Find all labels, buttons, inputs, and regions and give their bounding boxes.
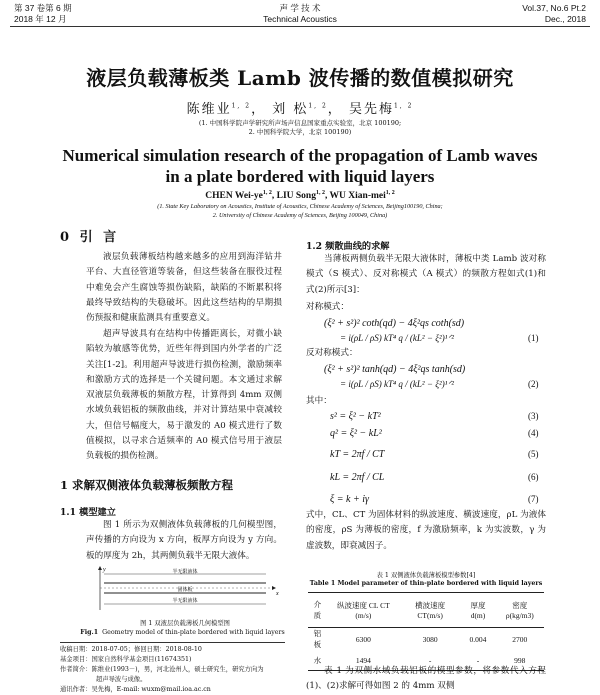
table-cell: 水 xyxy=(308,650,327,671)
journal-name-cn: 声 学 技 术 xyxy=(279,3,321,13)
journal-volume-cn: 第 37 卷第 6 期 xyxy=(14,3,72,13)
author-sup: 1, 2 xyxy=(393,102,414,110)
authors-en: CHEN Wei-ye$^{1, 2}$, LIU Song$^{1, 2}$, WU Xian-mei$^{1, 2}$ xyxy=(205,190,395,202)
title-en: Numerical simulation research of the propagation of Lamb waves in a plate bordered with liquid layers xyxy=(62,146,538,186)
affiliation-en-2: 2. University of Chinese Academy of Sciences, Beijing 100049, China) xyxy=(212,212,388,219)
figure-1-caption-en xyxy=(60,629,305,636)
author-sup: 1, 2 xyxy=(315,190,325,196)
table-1-caption-cn: 表 1 双侧液体负载薄板模型参数[4] xyxy=(376,572,476,579)
equation-1b: = i(ρL / ρS) kT⁴ q / (kL² − ξ²)¹ᐟ² xyxy=(340,333,454,343)
author-cn: 刘 松 xyxy=(272,102,309,117)
authors-cn: 陈维业$^{1, 2}$， 刘 松$^{1, 2}$， 吴先梅$^{1, 2}$ xyxy=(186,102,414,117)
where-label: 其中： xyxy=(306,396,332,406)
table-header-cell: 纵波速度 CL CT (m/s) xyxy=(327,593,400,628)
equation-7-number: (7) xyxy=(528,494,539,504)
section-1-1-heading: 1.1 模型建立 xyxy=(60,507,116,518)
equation-2-number: (2) xyxy=(528,379,539,389)
equation-3-number: (3) xyxy=(528,411,539,421)
author-en: LIU Song xyxy=(276,191,316,202)
table-cell: - xyxy=(460,650,495,671)
author-sup: 1, 2 xyxy=(231,102,252,110)
section-0-paragraph-2: 超声导波具有在结构中传播距离长，对微小缺陷较为敏感等优势，近些年得到国内外学者的广泛关注[1-2]。利用超声导波进行损伤检测，激励频率和激励方式的选择是一个关键问题。本文通过求解双液层负载薄板的频散方程，计算得到 4mm 双侧水域负载铝板的频散曲线，并对计算结果中衰减较大，但信号幅度大，易于激发的 A0 模式进行了数值模拟，以寻求合适频率的 A0 模式信号用于液层负载板的损伤检测。 xyxy=(86,329,282,462)
section-1-2-text: 当薄板两侧负载半无限大液体时，薄板中类 Lamb 波对称模式（S 模式）、反对称模式（A 模式）的频散方程如式(1)和式(2)所示[3]： xyxy=(306,254,546,295)
table-header-cell: 横波速度 CT(m/s) xyxy=(400,593,461,628)
author-cn: 吴先梅 xyxy=(348,102,394,117)
equation-2b: = i(ρL / ρS) kT⁴ q / (kL² − ξ²)¹ᐟ² xyxy=(340,379,454,389)
author-sup: 1, 2 xyxy=(262,190,272,196)
figure-layer-top-label: 半无限液体 xyxy=(172,569,198,575)
journal-date-cn: 2018 年 12 月 xyxy=(14,14,67,24)
equation-4: q² = ξ² − kL² xyxy=(330,428,382,439)
author-sup: 1, 2 xyxy=(308,102,328,110)
table-cell: 铝板 xyxy=(313,629,322,649)
equation-1a: (ξ² + s²)² coth(qd) − 4ξ²qs coth(sd) xyxy=(324,318,465,329)
table-cell: 6300 xyxy=(355,634,371,644)
svg-text:y: y xyxy=(103,567,106,573)
antisymmetric-mode-label: 反对称模式： xyxy=(306,348,358,358)
journal-volume-en: Vol.37, No.6 Pt.2 xyxy=(522,3,586,13)
figure-1-label: Fig.1 xyxy=(80,629,99,636)
author-en: WU Xian-mei xyxy=(329,191,386,202)
table-cell: 1494 xyxy=(327,650,400,671)
equation-explanation: 式中，CL、CT 为固体材料的纵波速度、横波速度，ρL 为液体的密度，ρS 为薄板的密度，f 为激励频率，k 为实波数，γ 为虚波数，即衰减因子。 xyxy=(306,510,546,551)
equation-2a: (ξ² + s²)² tanh(qd) − 4ξ²qs tanh(sd) xyxy=(324,364,466,375)
equation-7: ξ = k + iγ xyxy=(330,494,369,505)
svg-text:x: x xyxy=(276,591,279,597)
footnote-received: 收稿日期：2018-07-05；修回日期：2018-08-10 xyxy=(60,646,202,653)
table-cell: - xyxy=(400,650,461,671)
author-sup: 1, 2 xyxy=(385,190,395,196)
symmetric-mode-label: 对称模式： xyxy=(306,302,349,312)
footnote xyxy=(60,645,300,695)
affiliation-cn-1: (1. 中国科学院声学研究所声场声信息国家重点实验室，北京 100190; xyxy=(198,119,402,127)
footnote-rule xyxy=(60,642,285,643)
equation-3: s² = ξ² − kT² xyxy=(330,411,381,422)
equation-6: kL = 2πf / CL xyxy=(330,472,385,483)
figure-1-caption-cn: 图 1 双液层负载薄板几何模型图 xyxy=(140,620,230,627)
table-row xyxy=(308,628,544,651)
affiliation-en-1: (1. State Key Laboratory on Acoustics, Institute of Acoustics, Chinese Academy of Sciences, Beijing100190, China; xyxy=(157,203,443,210)
equation-4-number: (4) xyxy=(528,428,539,438)
footnote-fund: 基金项目：国家自然科学基金项目(11674351) xyxy=(60,656,192,663)
equation-1-number: (1) xyxy=(528,333,539,343)
affiliation-cn-2: 2. 中国科学院大学，北京 100190) xyxy=(248,128,352,136)
footnote-correspondence: 通讯作者：吴先梅，E-mail: wuxm@mail.ioa.ac.cn xyxy=(60,686,211,693)
footnote-author-1: 作者简介：陈维业(1993－)，男，河北沧州人，硕士研究生，研究方向为 xyxy=(60,666,264,673)
section-1-1-text: 图 1 所示为双侧液体负载薄板的几何模型图，声传播的方向设为 x 方向，板厚方向设为 y 方向。板的厚度为 2h，其两侧负载半无限大液体。 xyxy=(86,520,282,561)
equation-5-number: (5) xyxy=(528,449,539,459)
table-header-cell: 密度 ρ(kg/m3) xyxy=(496,593,544,628)
section-1-2-heading: 1.2 频散曲线的求解 xyxy=(306,241,390,252)
footnote-author-2: 超声导波与成像。 xyxy=(96,676,147,683)
equation-6-number: (6) xyxy=(528,472,539,482)
table-header-cell: 厚度 d(m) xyxy=(460,593,495,628)
table-cell: 2700 xyxy=(512,634,528,644)
section-0-heading: 0 引 言 xyxy=(60,230,120,245)
figure-1-geometry xyxy=(86,566,282,612)
table-cell: 3080 xyxy=(422,634,438,644)
journal-date-en: Dec., 2018 xyxy=(544,14,586,24)
journal-name-en: Technical Acoustics xyxy=(263,14,337,24)
section-0-paragraph-1: 液层负载薄板结构越来越多的应用到海洋钻井平台、大直径管道等装备，但这些装备在服役过程中难免会产生腐蚀等损伤缺陷，缺陷的不断累积将最终导致结构的失稳破坏。因此这些结构的早期损伤预报和健康监测具有重要意义。 xyxy=(86,252,282,324)
figure-1-caption-en-text: Geometry model of thin-plate bordered with liquid layers xyxy=(102,629,285,636)
table-1-description: 表 1 为双侧水域负载铝板的模型参数，将参数代入方程(1)、(2)求解可得如图 2 的 4mm 双侧 xyxy=(306,666,546,692)
header-rule xyxy=(10,26,590,27)
figure-layer-plate-label: 固体板 xyxy=(177,587,193,593)
table-header-cell: 介质 xyxy=(308,593,327,628)
table-cell: 0.004 xyxy=(469,634,487,644)
equation-5: kT = 2πf / CT xyxy=(330,449,385,460)
table-cell: 998 xyxy=(496,650,544,671)
table-1 xyxy=(308,592,544,671)
section-1-heading: 1 求解双侧液体负载薄板频散方程 xyxy=(60,478,234,492)
author-en: CHEN Wei-ye xyxy=(205,191,263,202)
table-header-row xyxy=(308,593,544,628)
title-cn: 液层负载薄板类 Lamb 波传播的数值模拟研究 xyxy=(86,66,514,90)
figure-layer-bottom-label: 半无限液体 xyxy=(172,598,198,604)
author-cn: 陈维业 xyxy=(186,102,232,117)
table-1-caption-en: Table 1 Model parameter of thin-plate bordered with liquid layers xyxy=(309,580,543,587)
